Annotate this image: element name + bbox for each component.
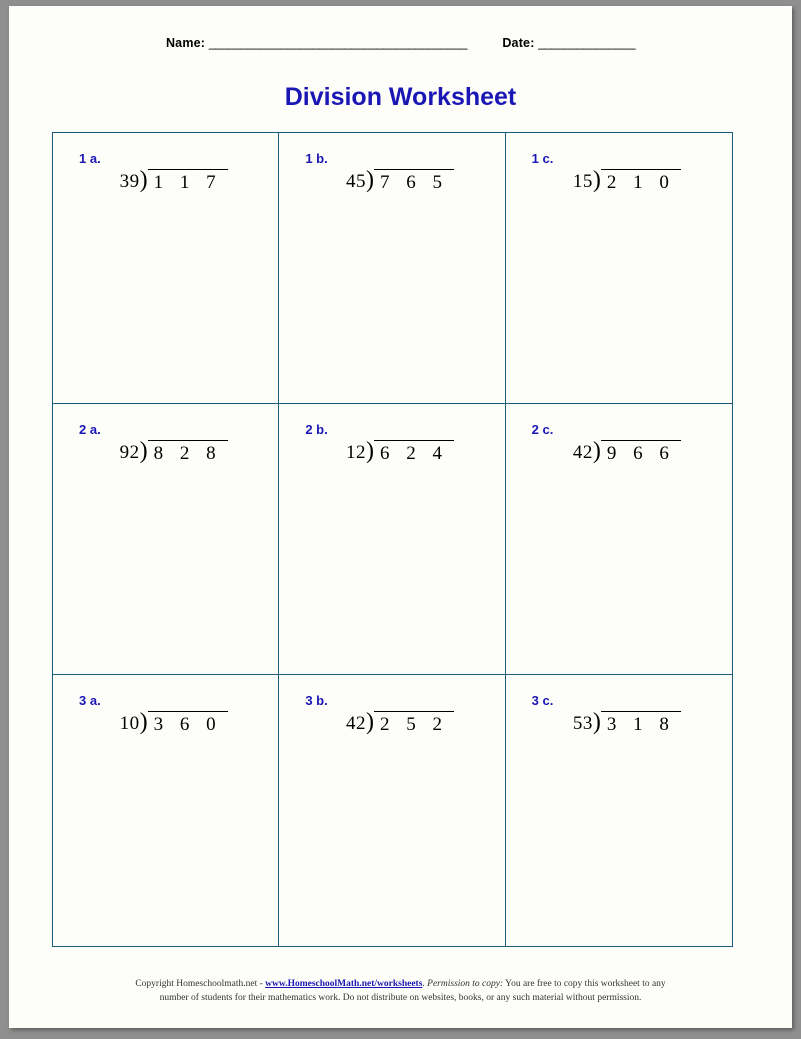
division-bracket-icon: )	[365, 167, 374, 193]
permission-text: You are free to copy this worksheet to any	[503, 979, 666, 990]
date-write-line[interactable]: _______________	[538, 36, 636, 50]
dividend: 3 1 8	[601, 711, 681, 734]
footer-line-1	[9, 978, 792, 992]
problem-cell-2b	[279, 404, 505, 675]
dividend: 7 6 5	[374, 169, 454, 192]
division-bracket-icon: )	[592, 438, 601, 464]
divisor: 15	[572, 171, 593, 192]
dividend: 8 2 8	[148, 440, 228, 463]
long-division-problem[interactable]	[506, 701, 732, 734]
long-division-problem[interactable]	[506, 430, 732, 463]
division-bracket-icon: )	[592, 167, 601, 193]
name-label: Name:	[165, 36, 206, 50]
problem-label: 3 a.	[79, 693, 101, 708]
divisor: 10	[119, 713, 140, 734]
problem-cell-1c	[506, 133, 732, 404]
long-division-problem[interactable]	[53, 430, 278, 463]
dividend: 2 1 0	[601, 169, 681, 192]
divisor: 42	[345, 713, 366, 734]
division-bracket-icon: )	[592, 709, 601, 735]
problem-cell-3b	[279, 675, 505, 946]
dividend: 6 2 4	[374, 440, 454, 463]
problem-cell-2a	[53, 404, 279, 675]
dividend: 1 1 7	[148, 169, 228, 192]
divisor: 53	[572, 713, 593, 734]
copyright-text: Copyright Homeschoolmath.net -	[135, 979, 266, 990]
name-date-header	[9, 36, 792, 50]
division-bracket-icon: )	[139, 709, 148, 735]
divisor: 92	[119, 442, 140, 463]
dividend: 3 6 0	[148, 711, 228, 734]
problem-cell-1a	[53, 133, 279, 404]
divisor: 45	[345, 171, 366, 192]
long-division-problem[interactable]	[279, 430, 504, 463]
long-division-problem[interactable]	[279, 701, 504, 734]
footer-copyright	[9, 978, 792, 1006]
problem-label: 2 b.	[305, 422, 328, 437]
footer-line-2: number of students for their mathematics work. Do not distribute on websites, books, or any such material without permission.	[159, 993, 642, 1004]
permission-label: Permission to copy:	[427, 979, 504, 990]
problem-label: 1 a.	[79, 151, 101, 166]
dividend: 9 6 6	[601, 440, 681, 463]
worksheet-page	[9, 6, 792, 1028]
problem-label: 1 c.	[531, 151, 554, 166]
problem-label: 2 a.	[79, 422, 101, 437]
name-write-line[interactable]: ________________________________________	[208, 36, 467, 50]
long-division-problem[interactable]	[53, 701, 278, 734]
division-bracket-icon: )	[365, 709, 374, 735]
long-division-problem[interactable]	[279, 159, 504, 192]
long-division-problem[interactable]	[53, 159, 278, 192]
problem-cell-3c	[506, 675, 732, 946]
divisor: 39	[119, 171, 140, 192]
problem-cell-1b	[279, 133, 505, 404]
problem-cell-3a	[53, 675, 279, 946]
footer-separator: .	[422, 979, 428, 990]
divisor: 12	[345, 442, 366, 463]
page-title: Division Worksheet	[284, 83, 517, 111]
division-bracket-icon: )	[139, 167, 148, 193]
date-label: Date:	[502, 36, 535, 50]
dividend: 2 5 2	[374, 711, 454, 734]
problem-cell-2c	[506, 404, 732, 675]
problem-label: 1 b.	[305, 151, 328, 166]
divisor: 42	[572, 442, 593, 463]
problems-grid	[52, 132, 733, 947]
division-bracket-icon: )	[365, 438, 374, 464]
problem-label: 2 c.	[531, 422, 554, 437]
long-division-problem[interactable]	[506, 159, 732, 192]
problem-label: 3 c.	[531, 693, 554, 708]
division-bracket-icon: )	[139, 438, 148, 464]
homeschoolmath-link[interactable]: www.HomeschoolMath.net/worksheets	[265, 979, 423, 990]
problem-label: 3 b.	[305, 693, 328, 708]
